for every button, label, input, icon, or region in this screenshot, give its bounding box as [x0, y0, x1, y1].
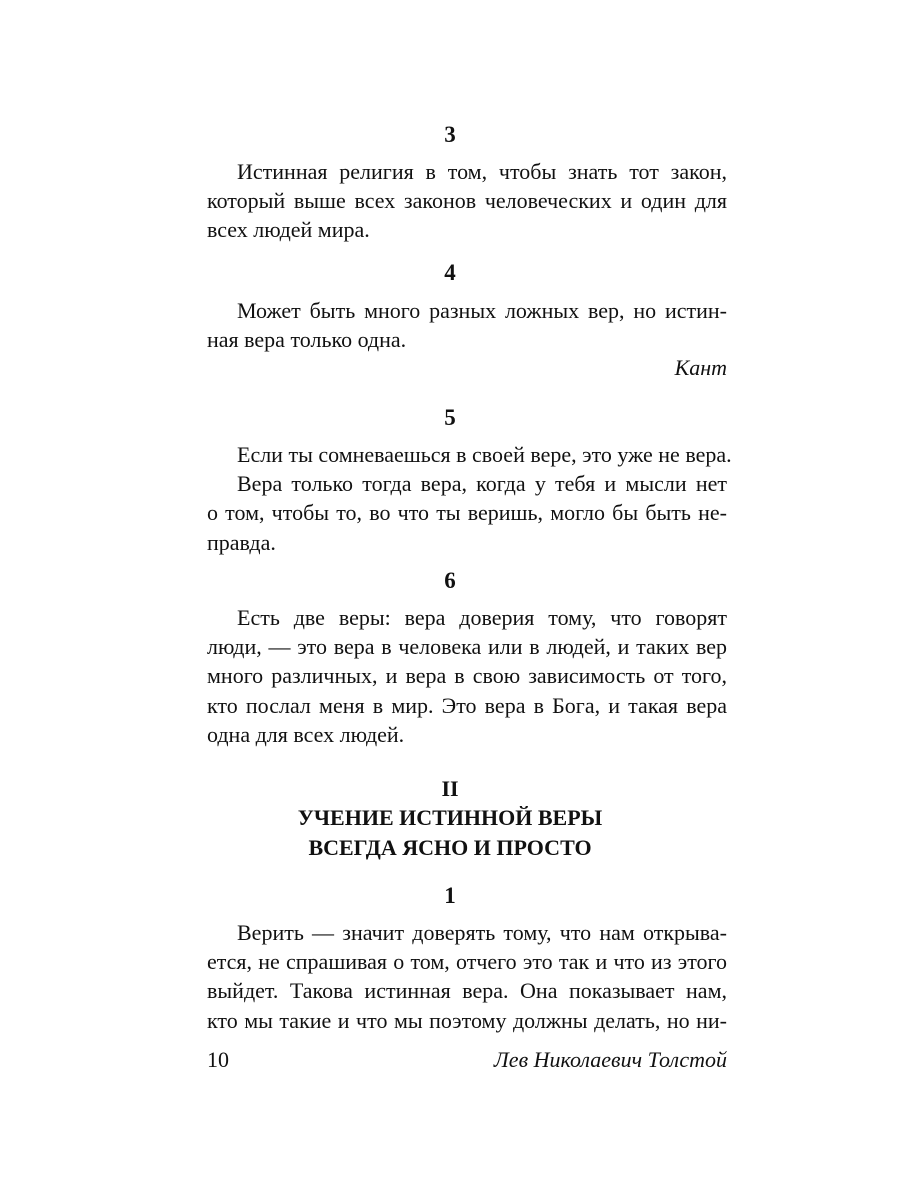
- text-line: правда.: [207, 529, 276, 555]
- text-line: Вера только тогда вера, когда у тебя и мысли нет: [237, 471, 727, 497]
- section-text: [207, 440, 732, 557]
- text-line: Истинная религия в том, чтобы знать тот закон,: [237, 159, 727, 184]
- text-line: который выше всех законов человеческих и один для: [207, 188, 727, 214]
- text-line: Может быть много разных ложных вер, но истин-: [237, 298, 727, 323]
- section-text: [207, 603, 727, 749]
- chapter-title: [0, 803, 900, 863]
- text-line: кто мы такие и что мы поэтому должны делать, но ни-: [207, 1007, 727, 1033]
- section-text: [207, 157, 727, 245]
- chapter-title-line: УЧЕНИЕ ИСТИННОЙ ВЕРЫ: [297, 805, 603, 830]
- text-line: кто послал меня в мир. Это вера в Бога, и такая вера: [207, 692, 727, 718]
- text-line: ется, не спрашивая о том, отчего это так и что из этого: [207, 949, 727, 975]
- running-footer-author: Лев Николаевич Толстой: [493, 1047, 727, 1072]
- chapter-title-line: ВСЕГДА ЯСНО И ПРОСТО: [308, 835, 592, 860]
- text-line: о том, чтобы то, во что ты веришь, могло бы быть не-: [207, 500, 727, 526]
- text-line: Есть две веры: вера доверия тому, что говорят: [237, 605, 727, 630]
- page-number: 10: [207, 1047, 229, 1072]
- text-line: одна для всех людей.: [207, 721, 405, 747]
- section-number: 3: [444, 122, 456, 147]
- chapter-number: II: [441, 776, 459, 801]
- section-text: [207, 918, 727, 1035]
- text-line: много различных, и вера в свою зависимость от того,: [207, 663, 727, 689]
- text-line: ная вера только одна.: [207, 327, 407, 353]
- text-line: всех людей мира.: [207, 217, 370, 243]
- text-line: Если ты сомневаешься в своей вере, это уже не вера.: [237, 442, 732, 467]
- text-line: люди, — это вера в человека или в людей, и таких вер: [207, 634, 727, 660]
- section-text: [207, 296, 727, 354]
- section-number: 6: [444, 568, 456, 593]
- section-number: 4: [444, 260, 456, 285]
- section-number: 5: [444, 405, 456, 430]
- quote-author: Кант: [674, 355, 727, 380]
- text-line: Верить — значит доверять тому, что нам открыва-: [237, 920, 727, 945]
- text-line: выйдет. Такова истинная вера. Она показывает нам,: [207, 978, 727, 1004]
- section-number: 1: [444, 883, 456, 908]
